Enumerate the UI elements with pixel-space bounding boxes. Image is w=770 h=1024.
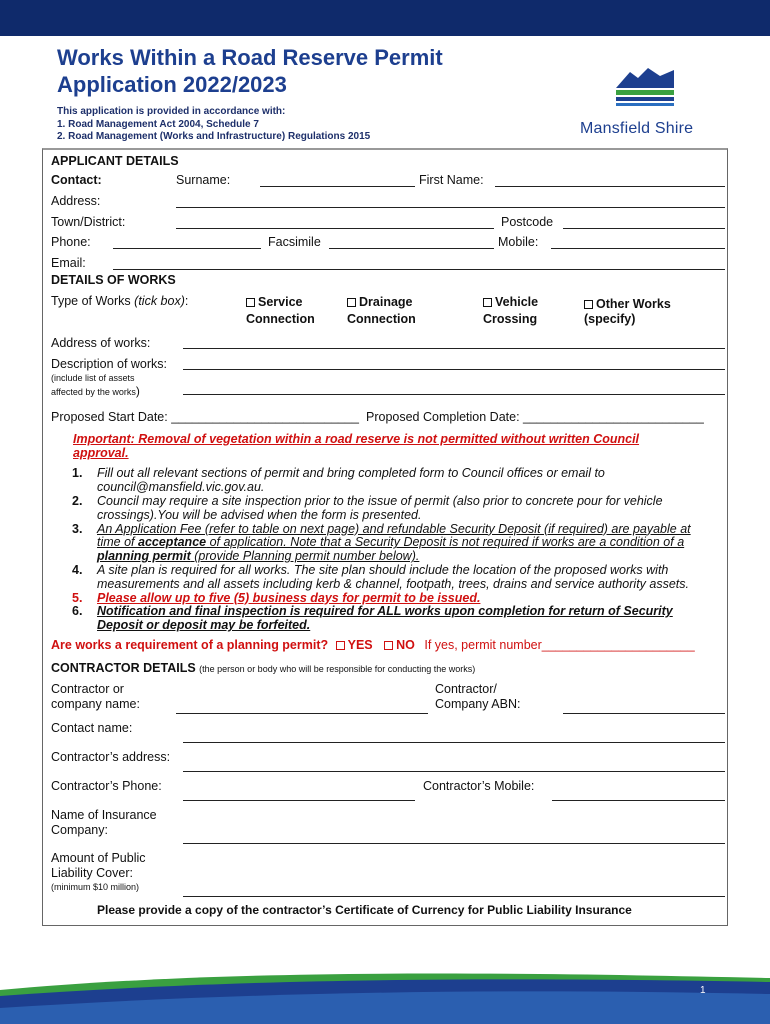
description-hint-2 xyxy=(51,384,140,400)
list-text: An Application Fee (refer to table on next page) and refundable Security Deposit (if required) are payable at xyxy=(97,521,691,536)
certificate-note: Please provide a copy of the contractor’s Certificate of Currency for Public Liability Insurance xyxy=(97,903,632,917)
list-number: 2. xyxy=(72,494,83,509)
option-label: Other Works xyxy=(596,297,671,311)
label-line: Name of Insurance xyxy=(51,808,157,822)
list-text: Council may require a site inspection prior to the issue of permit (also prior to concrete pour for vehicle xyxy=(97,494,663,509)
mobile-field[interactable] xyxy=(551,248,725,249)
description-field-1[interactable] xyxy=(183,369,725,370)
yes-checkbox-icon[interactable] xyxy=(336,641,345,650)
contractor-address-label: Contractor’s address: xyxy=(51,750,171,764)
postcode-label: Postcode xyxy=(501,215,554,229)
option-label-2: Connection xyxy=(347,312,416,326)
list-item xyxy=(72,592,722,606)
list-item xyxy=(72,467,722,495)
address-label: Address: xyxy=(51,194,101,208)
list-text: crossings).You will be advised when the form is presented. xyxy=(97,507,422,522)
list-text: Notification and final inspection is required for ALL works upon completion for return of Security xyxy=(97,604,673,619)
works-address-label: Address of works: xyxy=(51,336,151,350)
label-line: Liability Cover: xyxy=(51,866,133,880)
option-other-works[interactable] xyxy=(584,297,671,327)
important-line-1: Important: Removal of vegetation within a road reserve is not permitted without written Council xyxy=(73,432,640,446)
important-notice xyxy=(73,432,639,460)
description-hint-close: ) xyxy=(135,384,140,398)
option-label-2: Connection xyxy=(246,312,315,326)
logo-text: Mansfield Shire xyxy=(580,120,694,137)
checkbox-icon[interactable] xyxy=(246,298,255,307)
list-text-part: of application. Note that a Security Deposit is not required if works are a condition of a xyxy=(206,535,685,550)
insurance-label xyxy=(51,808,157,838)
contractor-heading-text: CONTRACTOR DETAILS xyxy=(51,661,196,675)
completion-date[interactable]: Proposed Completion Date: __________________________ xyxy=(366,410,704,424)
instructions-list xyxy=(72,467,722,633)
contractor-abn-label xyxy=(435,682,520,712)
list-text: measurements and all assets including kerb & channel, footpath, trees, drains and service authority assets. xyxy=(97,576,689,591)
list-text: A site plan is required for all works. The site plan should include the location of the proposed works with xyxy=(97,563,669,578)
list-text-emphasis: acceptance xyxy=(138,535,207,550)
surname-label: Surname: xyxy=(176,173,231,187)
liability-minimum: (minimum $10 million) xyxy=(51,882,140,892)
first-name-label: First Name: xyxy=(419,173,484,187)
list-text: council@mansfield.vic.gov.au. xyxy=(97,479,265,494)
works-type-text: Type of Works xyxy=(51,294,131,308)
insurance-field[interactable] xyxy=(183,843,725,844)
phone-field[interactable] xyxy=(113,248,261,249)
important-line-2: approval. xyxy=(73,446,129,460)
contractor-name-label xyxy=(51,682,140,712)
label-line: Company ABN: xyxy=(435,697,521,711)
works-type-colon: : xyxy=(184,294,189,308)
title-line-2: Application 2022/2023 xyxy=(57,72,287,97)
page-title xyxy=(57,44,577,98)
list-number: 1. xyxy=(72,466,83,480)
facsimile-field[interactable] xyxy=(329,248,494,249)
planning-question-text: Are works a requirement of a planning permit? xyxy=(51,638,329,652)
option-label: Vehicle xyxy=(495,295,539,309)
town-label: Town/District: xyxy=(51,215,126,229)
contractor-abn-field[interactable] xyxy=(563,713,725,714)
contractor-address-field[interactable] xyxy=(183,771,725,772)
label-line: Amount of Public xyxy=(51,851,146,865)
applicant-heading: APPLICANT DETAILS xyxy=(51,154,179,168)
liability-field[interactable] xyxy=(183,896,725,897)
label-line: Contractor/ xyxy=(435,682,497,696)
option-label: Service xyxy=(258,295,303,309)
phone-label: Phone: xyxy=(51,235,91,249)
planning-permit-question xyxy=(51,638,695,653)
list-text: Fill out all relevant sections of permit and bring completed form to Council offices or email to xyxy=(97,466,605,480)
label-line: Company: xyxy=(51,823,108,837)
list-number: 4. xyxy=(72,563,83,578)
email-field[interactable] xyxy=(113,269,725,270)
intro-line-2: 1. Road Management Act 2004, Schedule 7 xyxy=(57,118,259,130)
option-label: Drainage xyxy=(359,295,413,309)
option-drainage-connection[interactable] xyxy=(347,294,416,328)
page-number: 1 xyxy=(700,985,706,996)
contractor-heading-note: (the person or body who will be responsible for conducting the works) xyxy=(199,664,476,674)
contractor-phone-field[interactable] xyxy=(183,800,415,801)
description-hint-text: affected by the works xyxy=(51,387,136,397)
list-number: 5. xyxy=(72,590,83,605)
list-item xyxy=(72,564,722,592)
description-hint-1: (include list of assets xyxy=(51,373,135,383)
label-line: company name: xyxy=(51,697,140,711)
label-line: Contractor or xyxy=(51,682,124,696)
contact-label: Contact: xyxy=(51,173,102,187)
list-text: Deposit or deposit may be forfeited. xyxy=(97,618,311,633)
contractor-heading xyxy=(51,661,475,677)
liability-label xyxy=(51,851,146,881)
contractor-mobile-label: Contractor’s Mobile: xyxy=(423,779,535,793)
intro-text xyxy=(57,106,370,144)
list-number: 3. xyxy=(72,521,83,536)
works-heading: DETAILS OF WORKS xyxy=(51,273,176,287)
option-label-2: Crossing xyxy=(483,312,538,326)
contractor-phone-label: Contractor’s Phone: xyxy=(51,779,162,793)
town-field[interactable] xyxy=(176,228,494,229)
contact-name-field[interactable] xyxy=(183,742,725,743)
checkbox-icon[interactable] xyxy=(584,300,593,309)
postcode-field[interactable] xyxy=(563,228,725,229)
list-text-part: time of xyxy=(97,535,138,550)
top-banner xyxy=(0,0,770,36)
works-address-field[interactable] xyxy=(183,348,725,349)
mobile-label: Mobile: xyxy=(498,235,539,249)
footer-wave xyxy=(0,968,770,1024)
intro-line-1: This application is provided in accordance with: xyxy=(57,106,286,117)
list-text-part: (provide Planning permit number below). xyxy=(190,549,420,564)
no-label: NO xyxy=(396,638,415,652)
start-date[interactable]: Proposed Start Date: ___________________________ xyxy=(51,410,359,424)
contact-name-label: Contact name: xyxy=(51,721,133,735)
list-text: Please allow up to five (5) business days for permit to be issued. xyxy=(97,590,481,605)
permit-number-field[interactable]: If yes, permit number______________________ xyxy=(424,638,695,652)
list-text xyxy=(97,550,722,564)
list-item xyxy=(72,495,722,523)
checkbox-icon[interactable] xyxy=(483,298,492,307)
no-checkbox-icon[interactable] xyxy=(384,641,393,650)
contractor-name-field[interactable] xyxy=(176,713,428,714)
option-label-2: (specify) xyxy=(584,312,636,326)
yes-label: YES xyxy=(347,638,373,652)
facsimile-label: Facsimile xyxy=(268,235,321,249)
contractor-mobile-field[interactable] xyxy=(552,800,725,801)
list-item xyxy=(72,523,722,564)
description-field-2[interactable] xyxy=(183,394,725,395)
option-vehicle-crossing[interactable] xyxy=(483,294,538,328)
email-label: Email: xyxy=(51,256,86,270)
intro-line-3: 2. Road Management (Works and Infrastructure) Regulations 2015 xyxy=(57,131,371,142)
list-text-emphasis: planning permit xyxy=(97,549,191,564)
surname-field[interactable] xyxy=(260,186,415,187)
title-line-1: Works Within a Road Reserve Permit xyxy=(57,45,443,70)
works-type-hint: (tick box) xyxy=(134,294,185,308)
address-field[interactable] xyxy=(176,207,725,208)
list-item xyxy=(72,605,722,633)
description-label: Description of works: xyxy=(51,357,168,371)
option-service-connection[interactable] xyxy=(246,294,315,328)
list-text xyxy=(97,536,722,550)
works-type-label xyxy=(51,294,188,309)
checkbox-icon[interactable] xyxy=(347,298,356,307)
list-number: 6. xyxy=(72,604,83,619)
first-name-field[interactable] xyxy=(495,186,725,187)
